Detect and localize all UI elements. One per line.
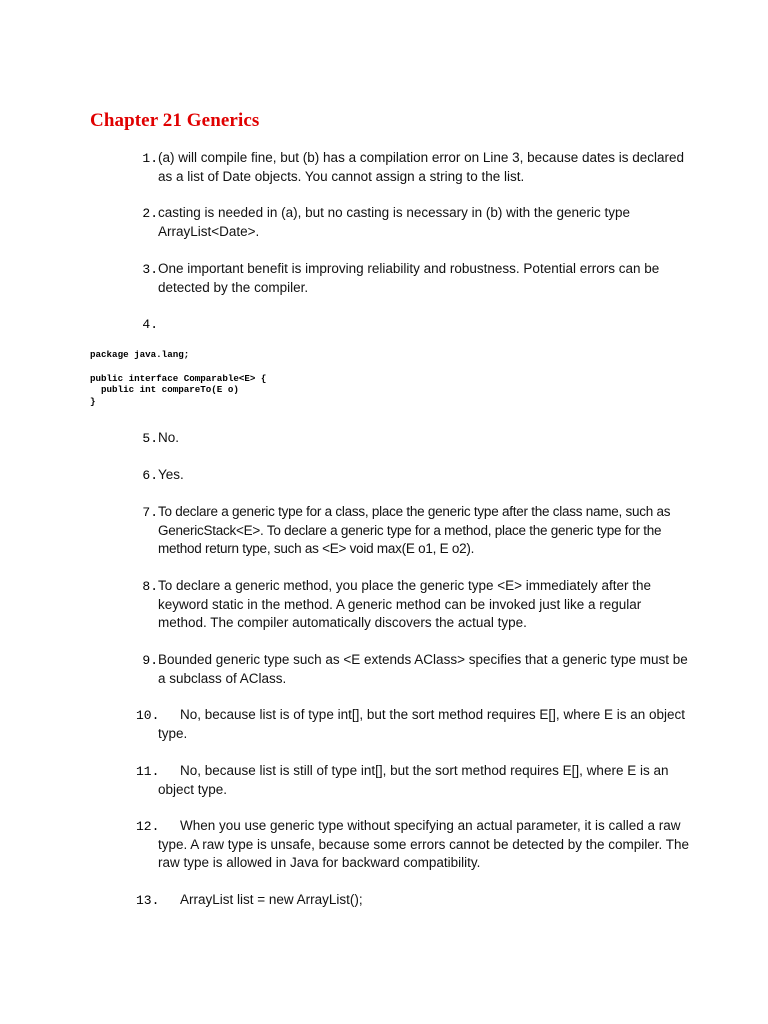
- answer-item-3: [130, 260, 690, 297]
- answer-text: Yes.: [158, 467, 184, 482]
- answer-number: 5.: [142, 431, 158, 446]
- answer-text: ArrayList list = new ArrayList();: [180, 892, 363, 907]
- chapter-title: Chapter 21 Generics: [90, 110, 260, 131]
- answer-text: To declare a generic method, you place the generic type <E> immediately after the keyword static in the method. A generic method can be invoked just like a regular method. The compiler automatically discovers the actual type.: [158, 578, 652, 630]
- answer-text: To declare a generic type for a class, place the generic type after the class name, such as GenericStack<E>. To declare a generic type for a method, place the generic type for the method return type, such as <E> void max(E o1, E o2).: [158, 504, 671, 556]
- answer-item-11: [130, 762, 690, 799]
- answer-number: 6.: [142, 468, 158, 483]
- answer-item-5: [130, 429, 690, 448]
- answer-text: casting is needed in (a), but no casting is necessary in (b) with the generic type ArrayList<Date>.: [158, 205, 630, 239]
- answer-number: 3.: [142, 262, 158, 277]
- answer-text: One important benefit is improving reliability and robustness. Potential errors can be detected by the compiler.: [158, 261, 660, 295]
- answer-number: 10.: [136, 708, 160, 723]
- code-line: package java.lang;: [90, 349, 190, 360]
- code-line: [90, 361, 266, 373]
- code-line: public interface Comparable<E> {: [90, 372, 267, 384]
- answer-item-10: [130, 706, 690, 743]
- answer-number: 12.: [136, 819, 160, 834]
- answer-number: 4.: [142, 317, 158, 332]
- answer-text: Bounded generic type such as <E extends AClass> specifies that a generic type must be a subclass of AClass.: [158, 652, 688, 686]
- answer-item-1: [130, 149, 690, 186]
- answer-item-7: [130, 503, 690, 559]
- answer-number: 7.: [142, 505, 158, 520]
- answer-number: 9.: [142, 653, 158, 668]
- answer-number: 8.: [142, 579, 158, 594]
- answer-text: No.: [158, 430, 180, 445]
- answer-number: 1.: [142, 151, 158, 166]
- answer-number: 2.: [142, 206, 158, 221]
- answer-item-2: [130, 204, 690, 241]
- answer-item-6: [130, 466, 690, 485]
- answer-item-12: [130, 817, 690, 873]
- answer-item-8: [130, 577, 690, 633]
- answer-text: No, because list is of type int[], but the sort method requires E[], where E is an object type.: [158, 707, 686, 741]
- answer-number: 13.: [136, 893, 160, 908]
- code-block: [90, 349, 266, 408]
- answer-text: (a) will compile fine, but (b) has a compilation error on Line 3, because dates is declared as a list of Date objects. You cannot assign a string to the list.: [158, 150, 685, 184]
- answer-number: 11.: [136, 764, 160, 779]
- code-line: }: [90, 396, 96, 408]
- answer-item-9: [130, 651, 690, 688]
- answer-text: When you use generic type without specifying an actual parameter, it is called a raw type. A raw type is unsafe, because some errors cannot be detected by the compiler. The raw type is allowed in Java for backward compatibility.: [158, 818, 690, 870]
- answer-item-13: [130, 891, 690, 910]
- answer-text: No, because list is still of type int[], but the sort method requires E[], where E is an object type.: [158, 763, 669, 797]
- code-line: public int compareTo(E o): [90, 384, 239, 396]
